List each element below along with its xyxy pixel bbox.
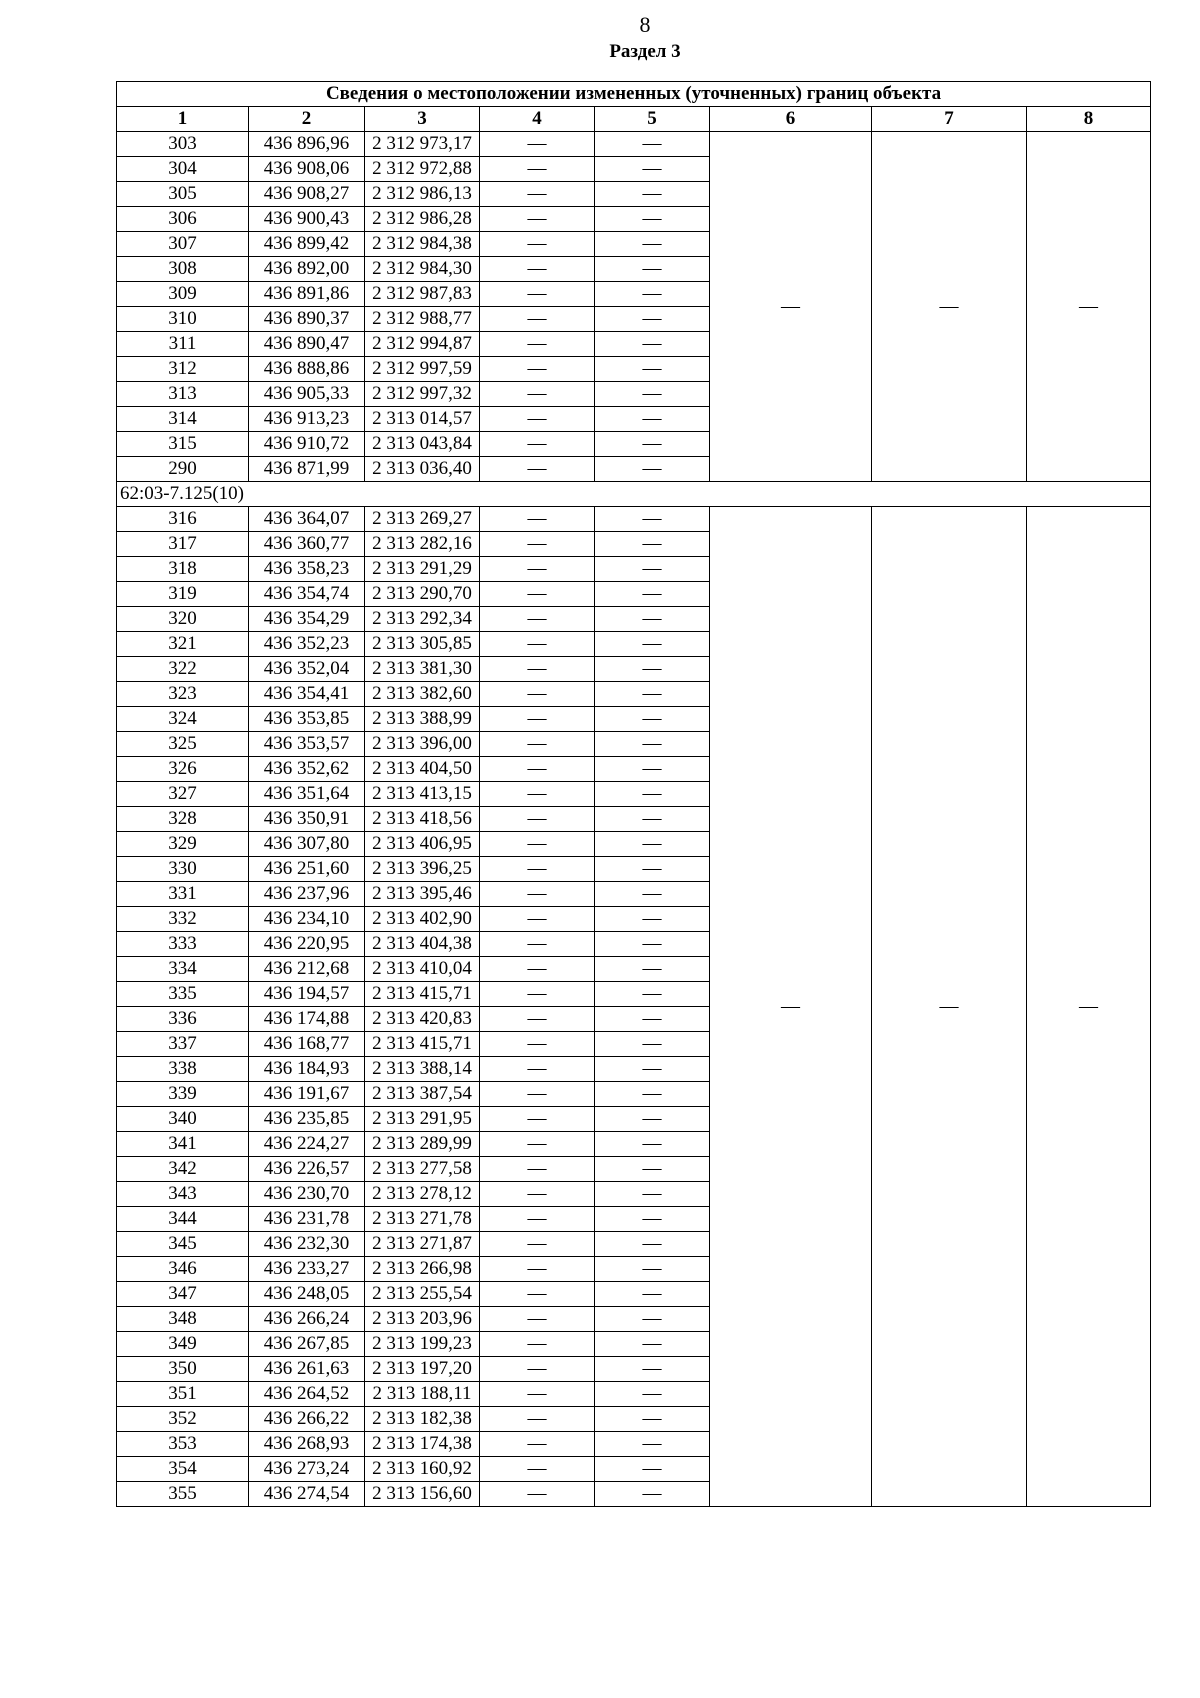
column-4-cell: — bbox=[480, 307, 595, 332]
column-4-cell: — bbox=[480, 1382, 595, 1407]
point-number-cell: 304 bbox=[117, 157, 249, 182]
point-number-cell: 303 bbox=[117, 132, 249, 157]
column-4-cell: — bbox=[480, 1407, 595, 1432]
column-4-cell: — bbox=[480, 1257, 595, 1282]
column-4-cell: — bbox=[480, 1332, 595, 1357]
y-coordinate-cell: 2 313 387,54 bbox=[365, 1082, 480, 1107]
column-5-cell: — bbox=[595, 607, 710, 632]
column-5-cell: — bbox=[595, 307, 710, 332]
column-5-cell: — bbox=[595, 1007, 710, 1032]
boundary-coordinates-table bbox=[116, 81, 1151, 1507]
column-5-cell: — bbox=[595, 532, 710, 557]
point-number-cell: 351 bbox=[117, 1382, 249, 1407]
x-coordinate-cell: 436 168,77 bbox=[249, 1032, 365, 1057]
column-5-cell: — bbox=[595, 1332, 710, 1357]
column-4-cell: — bbox=[480, 757, 595, 782]
y-coordinate-cell: 2 313 277,58 bbox=[365, 1157, 480, 1182]
column-4-cell: — bbox=[480, 457, 595, 482]
column-4-cell: — bbox=[480, 132, 595, 157]
x-coordinate-cell: 436 184,93 bbox=[249, 1057, 365, 1082]
point-number-cell: 317 bbox=[117, 532, 249, 557]
y-coordinate-cell: 2 312 997,59 bbox=[365, 357, 480, 382]
column-4-cell: — bbox=[480, 582, 595, 607]
x-coordinate-cell: 436 900,43 bbox=[249, 207, 365, 232]
x-coordinate-cell: 436 899,42 bbox=[249, 232, 365, 257]
column-5-cell: — bbox=[595, 1382, 710, 1407]
column-6-cell: — bbox=[710, 507, 872, 1507]
column-4-cell: — bbox=[480, 632, 595, 657]
point-number-cell: 349 bbox=[117, 1332, 249, 1357]
column-5-cell: — bbox=[595, 1082, 710, 1107]
y-coordinate-cell: 2 313 395,46 bbox=[365, 882, 480, 907]
y-coordinate-cell: 2 313 404,50 bbox=[365, 757, 480, 782]
column-4-cell: — bbox=[480, 982, 595, 1007]
point-number-cell: 306 bbox=[117, 207, 249, 232]
y-coordinate-cell: 2 312 988,77 bbox=[365, 307, 480, 332]
x-coordinate-cell: 436 890,47 bbox=[249, 332, 365, 357]
column-4-cell: — bbox=[480, 232, 595, 257]
cadastral-number-label: 62:03-7.125(10) bbox=[117, 482, 1151, 507]
column-5-cell: — bbox=[595, 1057, 710, 1082]
column-5-cell: — bbox=[595, 782, 710, 807]
y-coordinate-cell: 2 312 997,32 bbox=[365, 382, 480, 407]
point-number-cell: 331 bbox=[117, 882, 249, 907]
y-coordinate-cell: 2 312 987,83 bbox=[365, 282, 480, 307]
y-coordinate-cell: 2 313 291,29 bbox=[365, 557, 480, 582]
x-coordinate-cell: 436 191,67 bbox=[249, 1082, 365, 1107]
y-coordinate-cell: 2 313 199,23 bbox=[365, 1332, 480, 1357]
point-number-cell: 328 bbox=[117, 807, 249, 832]
column-5-cell: — bbox=[595, 457, 710, 482]
x-coordinate-cell: 436 354,29 bbox=[249, 607, 365, 632]
column-4-cell: — bbox=[480, 207, 595, 232]
column-4-cell: — bbox=[480, 857, 595, 882]
column-4-cell: — bbox=[480, 682, 595, 707]
x-coordinate-cell: 436 352,04 bbox=[249, 657, 365, 682]
y-coordinate-cell: 2 313 271,87 bbox=[365, 1232, 480, 1257]
column-6-cell: — bbox=[710, 132, 872, 482]
column-4-cell: — bbox=[480, 957, 595, 982]
x-coordinate-cell: 436 352,23 bbox=[249, 632, 365, 657]
column-5-cell: — bbox=[595, 332, 710, 357]
column-5-cell: — bbox=[595, 857, 710, 882]
point-number-cell: 307 bbox=[117, 232, 249, 257]
x-coordinate-cell: 436 264,52 bbox=[249, 1382, 365, 1407]
column-4-cell: — bbox=[480, 507, 595, 532]
y-coordinate-cell: 2 313 420,83 bbox=[365, 1007, 480, 1032]
column-4-cell: — bbox=[480, 182, 595, 207]
column-5-cell: — bbox=[595, 432, 710, 457]
point-number-cell: 333 bbox=[117, 932, 249, 957]
column-5-cell: — bbox=[595, 282, 710, 307]
x-coordinate-cell: 436 268,93 bbox=[249, 1432, 365, 1457]
column-5-cell: — bbox=[595, 407, 710, 432]
point-number-cell: 344 bbox=[117, 1207, 249, 1232]
column-4-cell: — bbox=[480, 1007, 595, 1032]
column-4-cell: — bbox=[480, 1057, 595, 1082]
y-coordinate-cell: 2 313 413,15 bbox=[365, 782, 480, 807]
table-row bbox=[117, 132, 1151, 157]
y-coordinate-cell: 2 313 289,99 bbox=[365, 1132, 480, 1157]
y-coordinate-cell: 2 312 994,87 bbox=[365, 332, 480, 357]
column-5-cell: — bbox=[595, 907, 710, 932]
column-number: 8 bbox=[1027, 107, 1151, 132]
column-5-cell: — bbox=[595, 957, 710, 982]
column-5-cell: — bbox=[595, 207, 710, 232]
section-title: Раздел 3 bbox=[609, 41, 681, 62]
x-coordinate-cell: 436 888,86 bbox=[249, 357, 365, 382]
x-coordinate-cell: 436 354,74 bbox=[249, 582, 365, 607]
x-coordinate-cell: 436 353,85 bbox=[249, 707, 365, 732]
point-number-cell: 305 bbox=[117, 182, 249, 207]
column-number: 4 bbox=[480, 107, 595, 132]
column-4-cell: — bbox=[480, 1282, 595, 1307]
x-coordinate-cell: 436 212,68 bbox=[249, 957, 365, 982]
column-5-cell: — bbox=[595, 357, 710, 382]
column-4-cell: — bbox=[480, 1107, 595, 1132]
y-coordinate-cell: 2 313 156,60 bbox=[365, 1482, 480, 1507]
y-coordinate-cell: 2 313 043,84 bbox=[365, 432, 480, 457]
column-5-cell: — bbox=[595, 1032, 710, 1057]
point-number-cell: 323 bbox=[117, 682, 249, 707]
x-coordinate-cell: 436 908,27 bbox=[249, 182, 365, 207]
point-number-cell: 324 bbox=[117, 707, 249, 732]
x-coordinate-cell: 436 234,10 bbox=[249, 907, 365, 932]
y-coordinate-cell: 2 313 036,40 bbox=[365, 457, 480, 482]
column-8-cell: — bbox=[1027, 507, 1151, 1507]
x-coordinate-cell: 436 354,41 bbox=[249, 682, 365, 707]
column-4-cell: — bbox=[480, 707, 595, 732]
point-number-cell: 311 bbox=[117, 332, 249, 357]
column-4-cell: — bbox=[480, 382, 595, 407]
column-4-cell: — bbox=[480, 282, 595, 307]
column-7-cell: — bbox=[872, 132, 1027, 482]
y-coordinate-cell: 2 313 182,38 bbox=[365, 1407, 480, 1432]
column-4-cell: — bbox=[480, 607, 595, 632]
y-coordinate-cell: 2 313 382,60 bbox=[365, 682, 480, 707]
y-coordinate-cell: 2 313 388,14 bbox=[365, 1057, 480, 1082]
y-coordinate-cell: 2 313 402,90 bbox=[365, 907, 480, 932]
x-coordinate-cell: 436 350,91 bbox=[249, 807, 365, 832]
column-4-cell: — bbox=[480, 1482, 595, 1507]
y-coordinate-cell: 2 313 282,16 bbox=[365, 532, 480, 557]
x-coordinate-cell: 436 235,85 bbox=[249, 1107, 365, 1132]
point-number-cell: 345 bbox=[117, 1232, 249, 1257]
column-5-cell: — bbox=[595, 1207, 710, 1232]
x-coordinate-cell: 436 220,95 bbox=[249, 932, 365, 957]
column-5-cell: — bbox=[595, 1232, 710, 1257]
point-number-cell: 327 bbox=[117, 782, 249, 807]
x-coordinate-cell: 436 892,00 bbox=[249, 257, 365, 282]
column-5-cell: — bbox=[595, 557, 710, 582]
column-5-cell: — bbox=[595, 1457, 710, 1482]
x-coordinate-cell: 436 224,27 bbox=[249, 1132, 365, 1157]
point-number-cell: 348 bbox=[117, 1307, 249, 1332]
x-coordinate-cell: 436 871,99 bbox=[249, 457, 365, 482]
x-coordinate-cell: 436 891,86 bbox=[249, 282, 365, 307]
column-4-cell: — bbox=[480, 1357, 595, 1382]
point-number-cell: 355 bbox=[117, 1482, 249, 1507]
column-4-cell: — bbox=[480, 257, 595, 282]
x-coordinate-cell: 436 913,23 bbox=[249, 407, 365, 432]
column-number: 5 bbox=[595, 107, 710, 132]
column-5-cell: — bbox=[595, 682, 710, 707]
column-4-cell: — bbox=[480, 1157, 595, 1182]
point-number-cell: 318 bbox=[117, 557, 249, 582]
x-coordinate-cell: 436 905,33 bbox=[249, 382, 365, 407]
point-number-cell: 319 bbox=[117, 582, 249, 607]
y-coordinate-cell: 2 312 986,28 bbox=[365, 207, 480, 232]
y-coordinate-cell: 2 313 255,54 bbox=[365, 1282, 480, 1307]
point-number-cell: 335 bbox=[117, 982, 249, 1007]
column-number: 6 bbox=[710, 107, 872, 132]
x-coordinate-cell: 436 274,54 bbox=[249, 1482, 365, 1507]
column-5-cell: — bbox=[595, 1482, 710, 1507]
point-number-cell: 341 bbox=[117, 1132, 249, 1157]
point-number-cell: 326 bbox=[117, 757, 249, 782]
column-5-cell: — bbox=[595, 807, 710, 832]
group-label-row bbox=[117, 482, 1151, 507]
y-coordinate-cell: 2 313 305,85 bbox=[365, 632, 480, 657]
column-5-cell: — bbox=[595, 1282, 710, 1307]
y-coordinate-cell: 2 313 197,20 bbox=[365, 1357, 480, 1382]
column-4-cell: — bbox=[480, 1182, 595, 1207]
x-coordinate-cell: 436 273,24 bbox=[249, 1457, 365, 1482]
x-coordinate-cell: 436 360,77 bbox=[249, 532, 365, 557]
column-4-cell: — bbox=[480, 907, 595, 932]
y-coordinate-cell: 2 313 266,98 bbox=[365, 1257, 480, 1282]
column-number: 3 bbox=[365, 107, 480, 132]
y-coordinate-cell: 2 313 406,95 bbox=[365, 832, 480, 857]
column-4-cell: — bbox=[480, 1207, 595, 1232]
column-5-cell: — bbox=[595, 732, 710, 757]
column-8-cell: — bbox=[1027, 132, 1151, 482]
y-coordinate-cell: 2 313 271,78 bbox=[365, 1207, 480, 1232]
table-row bbox=[117, 507, 1151, 532]
point-number-cell: 313 bbox=[117, 382, 249, 407]
y-coordinate-cell: 2 312 984,38 bbox=[365, 232, 480, 257]
point-number-cell: 310 bbox=[117, 307, 249, 332]
column-4-cell: — bbox=[480, 1132, 595, 1157]
column-4-cell: — bbox=[480, 657, 595, 682]
point-number-cell: 332 bbox=[117, 907, 249, 932]
page-number: 8 bbox=[639, 12, 651, 37]
column-4-cell: — bbox=[480, 157, 595, 182]
column-5-cell: — bbox=[595, 1182, 710, 1207]
column-4-cell: — bbox=[480, 832, 595, 857]
x-coordinate-cell: 436 910,72 bbox=[249, 432, 365, 457]
column-5-cell: — bbox=[595, 232, 710, 257]
point-number-cell: 325 bbox=[117, 732, 249, 757]
column-4-cell: — bbox=[480, 1032, 595, 1057]
column-5-cell: — bbox=[595, 257, 710, 282]
x-coordinate-cell: 436 358,23 bbox=[249, 557, 365, 582]
column-4-cell: — bbox=[480, 532, 595, 557]
point-number-cell: 321 bbox=[117, 632, 249, 657]
y-coordinate-cell: 2 313 415,71 bbox=[365, 1032, 480, 1057]
x-coordinate-cell: 436 261,63 bbox=[249, 1357, 365, 1382]
x-coordinate-cell: 436 233,27 bbox=[249, 1257, 365, 1282]
x-coordinate-cell: 436 307,80 bbox=[249, 832, 365, 857]
y-coordinate-cell: 2 312 986,13 bbox=[365, 182, 480, 207]
column-5-cell: — bbox=[595, 707, 710, 732]
y-coordinate-cell: 2 313 410,04 bbox=[365, 957, 480, 982]
y-coordinate-cell: 2 312 984,30 bbox=[365, 257, 480, 282]
column-5-cell: — bbox=[595, 657, 710, 682]
column-5-cell: — bbox=[595, 157, 710, 182]
y-coordinate-cell: 2 313 381,30 bbox=[365, 657, 480, 682]
x-coordinate-cell: 436 890,37 bbox=[249, 307, 365, 332]
x-coordinate-cell: 436 896,96 bbox=[249, 132, 365, 157]
x-coordinate-cell: 436 248,05 bbox=[249, 1282, 365, 1307]
column-7-cell: — bbox=[872, 507, 1027, 1507]
column-5-cell: — bbox=[595, 382, 710, 407]
column-4-cell: — bbox=[480, 332, 595, 357]
column-5-cell: — bbox=[595, 1357, 710, 1382]
column-4-cell: — bbox=[480, 432, 595, 457]
point-number-cell: 339 bbox=[117, 1082, 249, 1107]
y-coordinate-cell: 2 313 203,96 bbox=[365, 1307, 480, 1332]
column-5-cell: — bbox=[595, 1257, 710, 1282]
y-coordinate-cell: 2 313 188,11 bbox=[365, 1382, 480, 1407]
y-coordinate-cell: 2 313 014,57 bbox=[365, 407, 480, 432]
point-number-cell: 316 bbox=[117, 507, 249, 532]
x-coordinate-cell: 436 266,22 bbox=[249, 1407, 365, 1432]
point-number-cell: 308 bbox=[117, 257, 249, 282]
column-5-cell: — bbox=[595, 632, 710, 657]
y-coordinate-cell: 2 313 174,38 bbox=[365, 1432, 480, 1457]
y-coordinate-cell: 2 313 396,25 bbox=[365, 857, 480, 882]
column-4-cell: — bbox=[480, 407, 595, 432]
y-coordinate-cell: 2 312 972,88 bbox=[365, 157, 480, 182]
y-coordinate-cell: 2 313 415,71 bbox=[365, 982, 480, 1007]
column-5-cell: — bbox=[595, 582, 710, 607]
x-coordinate-cell: 436 908,06 bbox=[249, 157, 365, 182]
column-4-cell: — bbox=[480, 1432, 595, 1457]
point-number-cell: 337 bbox=[117, 1032, 249, 1057]
column-5-cell: — bbox=[595, 1157, 710, 1182]
column-5-cell: — bbox=[595, 1132, 710, 1157]
column-4-cell: — bbox=[480, 1307, 595, 1332]
column-5-cell: — bbox=[595, 507, 710, 532]
column-4-cell: — bbox=[480, 1457, 595, 1482]
column-5-cell: — bbox=[595, 1407, 710, 1432]
table-caption-row bbox=[117, 82, 1151, 107]
column-5-cell: — bbox=[595, 757, 710, 782]
x-coordinate-cell: 436 231,78 bbox=[249, 1207, 365, 1232]
column-4-cell: — bbox=[480, 1082, 595, 1107]
point-number-cell: 346 bbox=[117, 1257, 249, 1282]
point-number-cell: 314 bbox=[117, 407, 249, 432]
column-5-cell: — bbox=[595, 1307, 710, 1332]
y-coordinate-cell: 2 312 973,17 bbox=[365, 132, 480, 157]
column-5-cell: — bbox=[595, 932, 710, 957]
column-5-cell: — bbox=[595, 182, 710, 207]
x-coordinate-cell: 436 194,57 bbox=[249, 982, 365, 1007]
column-number: 1 bbox=[117, 107, 249, 132]
point-number-cell: 340 bbox=[117, 1107, 249, 1132]
column-4-cell: — bbox=[480, 882, 595, 907]
point-number-cell: 290 bbox=[117, 457, 249, 482]
x-coordinate-cell: 436 352,62 bbox=[249, 757, 365, 782]
x-coordinate-cell: 436 232,30 bbox=[249, 1232, 365, 1257]
point-number-cell: 338 bbox=[117, 1057, 249, 1082]
column-number: 7 bbox=[872, 107, 1027, 132]
y-coordinate-cell: 2 313 418,56 bbox=[365, 807, 480, 832]
column-5-cell: — bbox=[595, 132, 710, 157]
table-caption: Сведения о местоположении измененных (уточненных) границ объекта bbox=[117, 82, 1151, 107]
column-5-cell: — bbox=[595, 882, 710, 907]
column-5-cell: — bbox=[595, 1432, 710, 1457]
column-5-cell: — bbox=[595, 832, 710, 857]
x-coordinate-cell: 436 226,57 bbox=[249, 1157, 365, 1182]
y-coordinate-cell: 2 313 396,00 bbox=[365, 732, 480, 757]
column-4-cell: — bbox=[480, 807, 595, 832]
x-coordinate-cell: 436 237,96 bbox=[249, 882, 365, 907]
x-coordinate-cell: 436 251,60 bbox=[249, 857, 365, 882]
x-coordinate-cell: 436 230,70 bbox=[249, 1182, 365, 1207]
point-number-cell: 329 bbox=[117, 832, 249, 857]
y-coordinate-cell: 2 313 160,92 bbox=[365, 1457, 480, 1482]
point-number-cell: 353 bbox=[117, 1432, 249, 1457]
column-number: 2 bbox=[249, 107, 365, 132]
point-number-cell: 342 bbox=[117, 1157, 249, 1182]
column-4-cell: — bbox=[480, 932, 595, 957]
point-number-cell: 334 bbox=[117, 957, 249, 982]
column-4-cell: — bbox=[480, 557, 595, 582]
column-5-cell: — bbox=[595, 982, 710, 1007]
y-coordinate-cell: 2 313 278,12 bbox=[365, 1182, 480, 1207]
table-body bbox=[117, 82, 1151, 1507]
point-number-cell: 320 bbox=[117, 607, 249, 632]
point-number-cell: 343 bbox=[117, 1182, 249, 1207]
y-coordinate-cell: 2 313 290,70 bbox=[365, 582, 480, 607]
y-coordinate-cell: 2 313 269,27 bbox=[365, 507, 480, 532]
y-coordinate-cell: 2 313 388,99 bbox=[365, 707, 480, 732]
point-number-cell: 354 bbox=[117, 1457, 249, 1482]
point-number-cell: 315 bbox=[117, 432, 249, 457]
point-number-cell: 336 bbox=[117, 1007, 249, 1032]
x-coordinate-cell: 436 351,64 bbox=[249, 782, 365, 807]
x-coordinate-cell: 436 266,24 bbox=[249, 1307, 365, 1332]
x-coordinate-cell: 436 174,88 bbox=[249, 1007, 365, 1032]
x-coordinate-cell: 436 353,57 bbox=[249, 732, 365, 757]
y-coordinate-cell: 2 313 292,34 bbox=[365, 607, 480, 632]
column-4-cell: — bbox=[480, 1232, 595, 1257]
point-number-cell: 347 bbox=[117, 1282, 249, 1307]
point-number-cell: 322 bbox=[117, 657, 249, 682]
point-number-cell: 309 bbox=[117, 282, 249, 307]
column-number-row bbox=[117, 107, 1151, 132]
point-number-cell: 330 bbox=[117, 857, 249, 882]
column-5-cell: — bbox=[595, 1107, 710, 1132]
point-number-cell: 350 bbox=[117, 1357, 249, 1382]
x-coordinate-cell: 436 267,85 bbox=[249, 1332, 365, 1357]
column-4-cell: — bbox=[480, 782, 595, 807]
y-coordinate-cell: 2 313 291,95 bbox=[365, 1107, 480, 1132]
point-number-cell: 312 bbox=[117, 357, 249, 382]
column-4-cell: — bbox=[480, 357, 595, 382]
point-number-cell: 352 bbox=[117, 1407, 249, 1432]
column-4-cell: — bbox=[480, 732, 595, 757]
y-coordinate-cell: 2 313 404,38 bbox=[365, 932, 480, 957]
x-coordinate-cell: 436 364,07 bbox=[249, 507, 365, 532]
